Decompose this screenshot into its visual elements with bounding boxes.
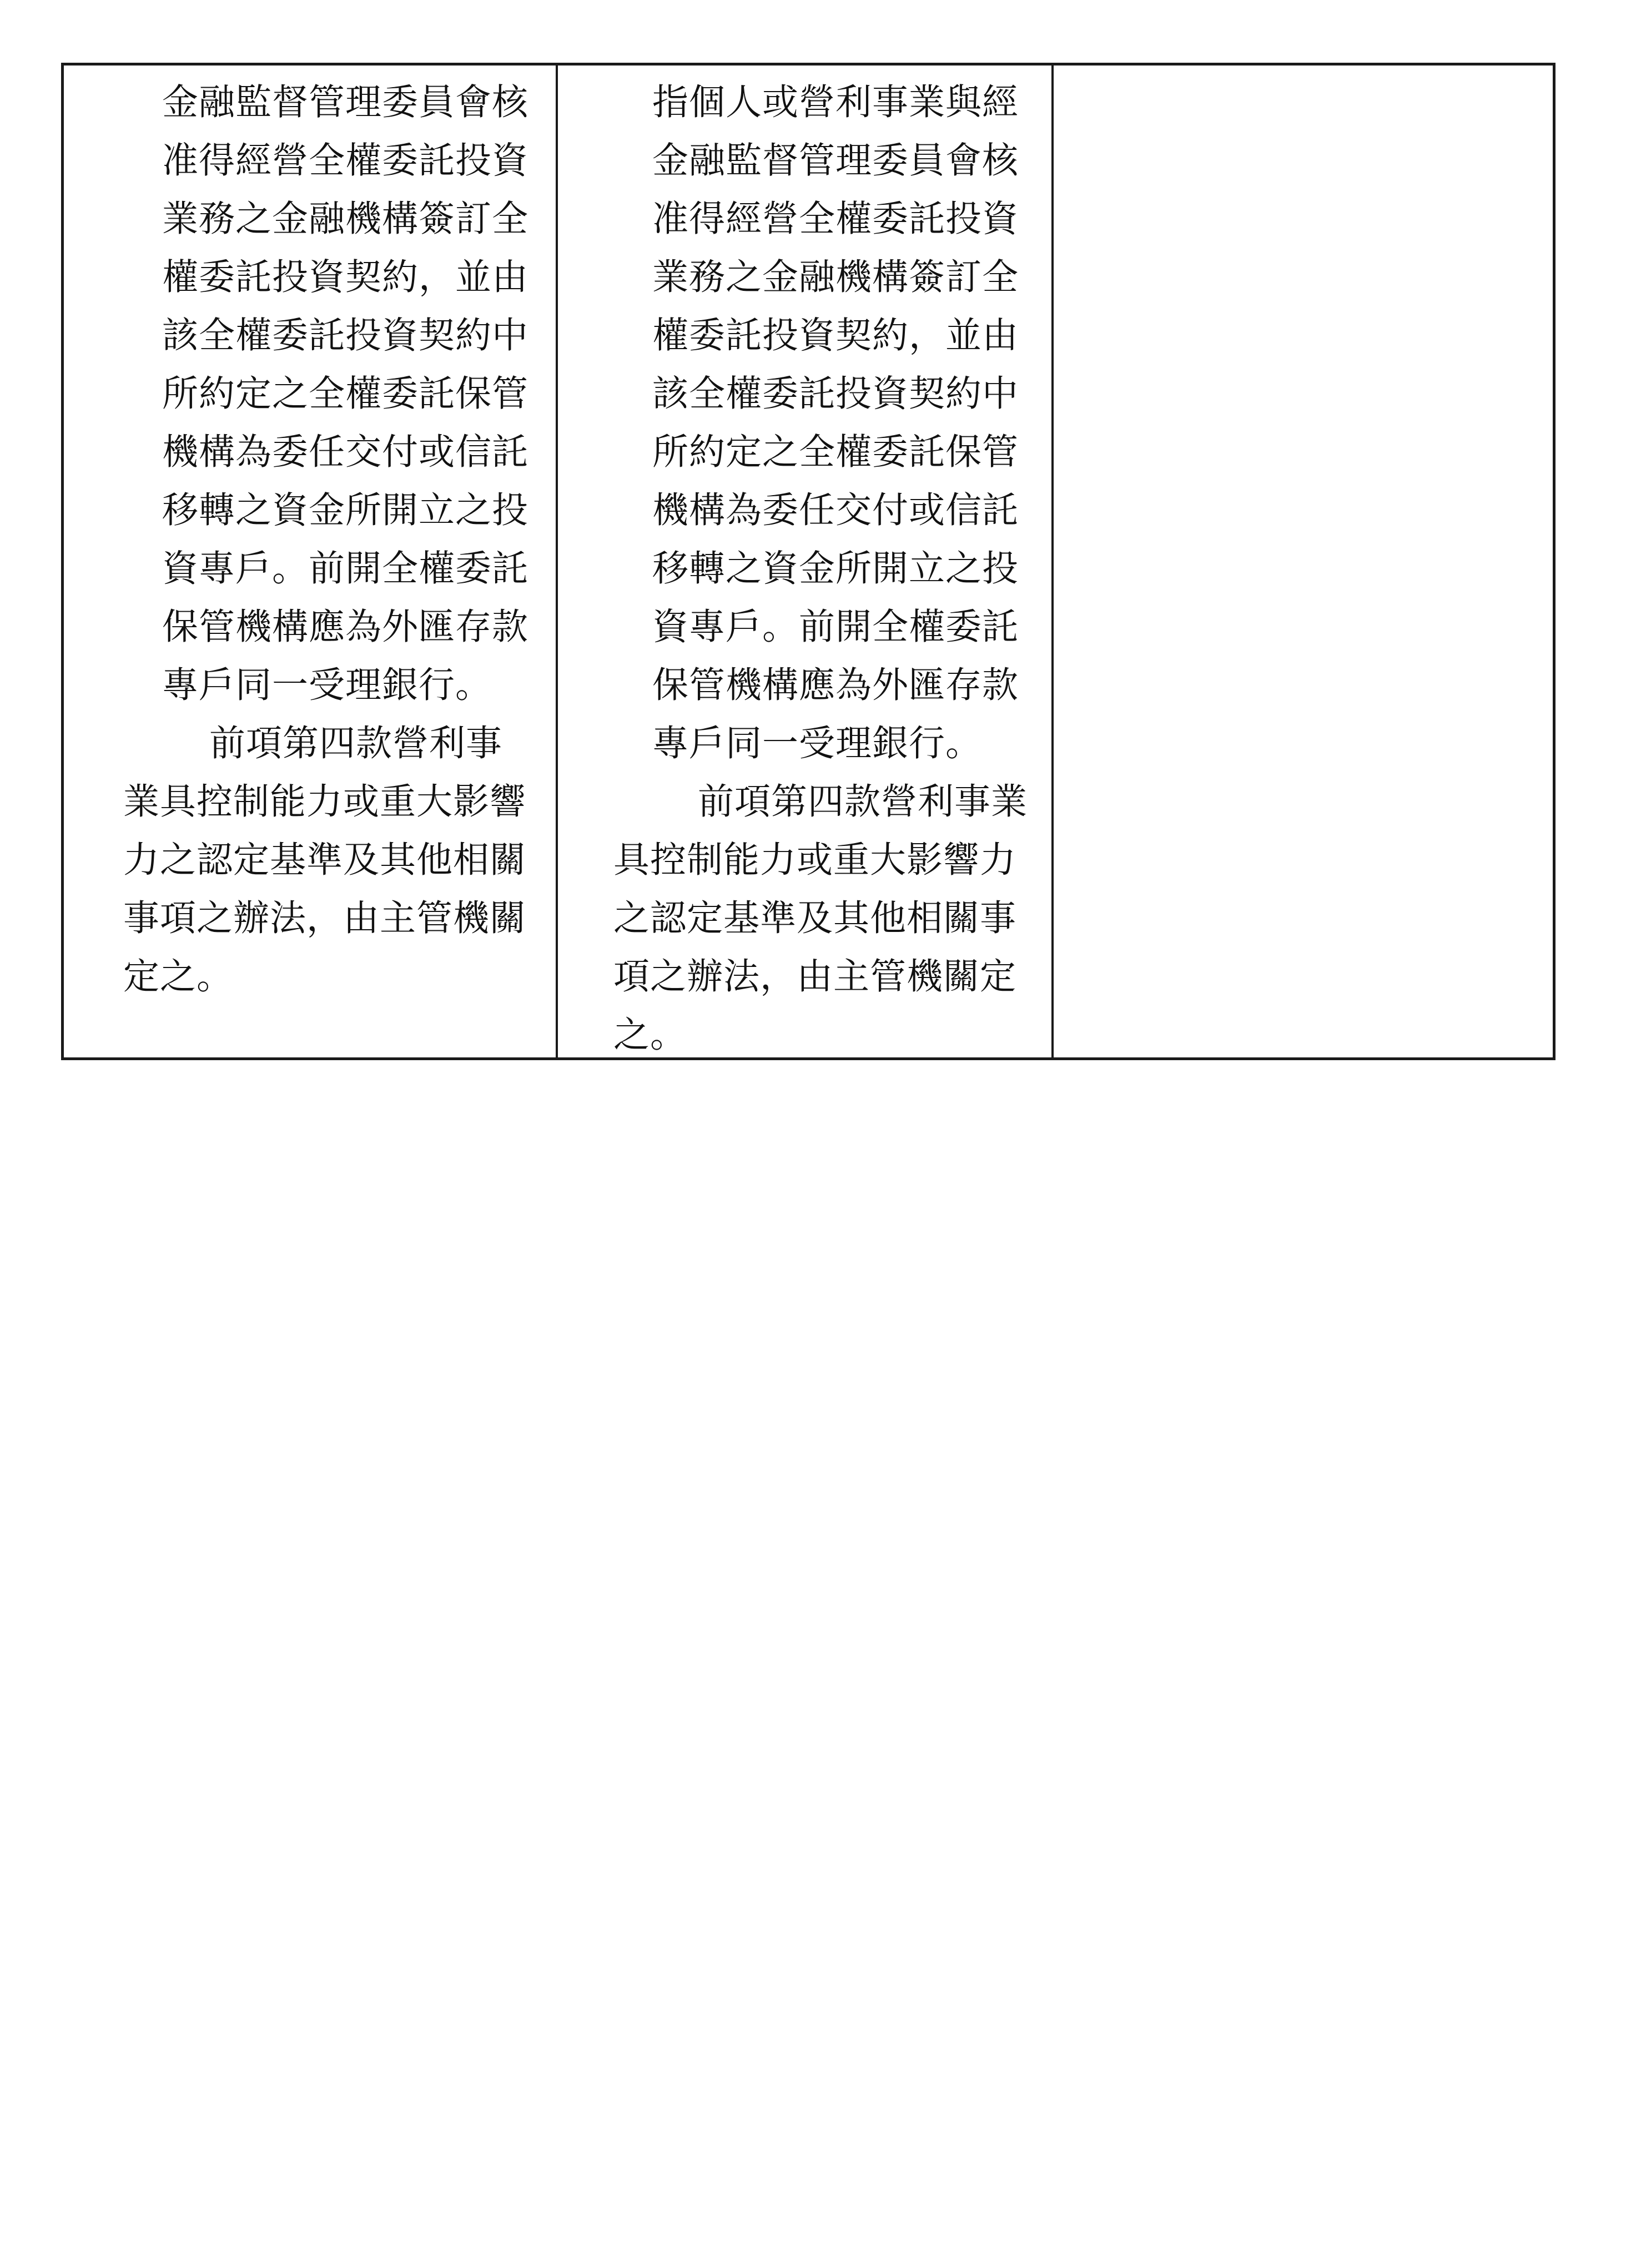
text-line: 前項第四款營利事業 — [698, 781, 1028, 823]
text-line: 指個人或營利事業與經 — [652, 82, 1019, 123]
text-line: 定之。 — [123, 956, 234, 997]
text-line: 具控制能力或重大影響力 — [613, 839, 1017, 881]
text-line: 力之認定基準及其他相關 — [123, 839, 527, 881]
table-cell-amended-text — [64, 65, 558, 1057]
text-line: 機構為委任交付或信託 — [162, 431, 529, 473]
table-cell-explanation — [1054, 65, 1553, 1057]
table-cell-current-text — [558, 65, 1054, 1057]
text-line: 所約定之全權委託保管 — [162, 373, 529, 415]
text-line: 之認定基準及其他相關事 — [613, 898, 1017, 939]
text-line: 保管機構應為外匯存款 — [652, 664, 1019, 706]
comparison-table — [61, 63, 1555, 1060]
text-line: 機構為委任交付或信託 — [652, 490, 1019, 531]
text-line: 保管機構應為外匯存款 — [162, 606, 529, 648]
text-line: 資專戶。前開全權委託 — [162, 548, 529, 589]
text-line: 金融監督管理委員會核 — [162, 82, 529, 123]
text-line: 金融監督管理委員會核 — [652, 140, 1019, 182]
text-line: 移轉之資金所開立之投 — [652, 548, 1019, 589]
text-line: 所約定之全權委託保管 — [652, 431, 1019, 473]
text-line: 項之辦法，由主管機關定 — [613, 956, 1017, 997]
text-line: 該全權委託投資契約中 — [162, 315, 529, 356]
text-line: 權委託投資契約，並由 — [162, 256, 529, 298]
text-line: 專戶同一受理銀行。 — [652, 723, 983, 764]
text-line: 資專戶。前開全權委託 — [652, 606, 1019, 648]
text-line: 准得經營全權委託投資 — [652, 198, 1019, 240]
text-line: 業具控制能力或重大影響 — [123, 781, 527, 823]
text-line: 業務之金融機構簽訂全 — [652, 256, 1019, 298]
text-line: 專戶同一受理銀行。 — [162, 664, 492, 706]
text-line: 准得經營全權委託投資 — [162, 140, 529, 182]
text-line: 前項第四款營利事 — [209, 723, 503, 764]
text-line: 移轉之資金所開立之投 — [162, 490, 529, 531]
text-line: 事項之辦法，由主管機關 — [123, 898, 527, 939]
text-line: 權委託投資契約，並由 — [652, 315, 1019, 356]
text-line: 業務之金融機構簽訂全 — [162, 198, 529, 240]
text-line: 之。 — [613, 1014, 687, 1056]
text-line: 該全權委託投資契約中 — [652, 373, 1019, 415]
